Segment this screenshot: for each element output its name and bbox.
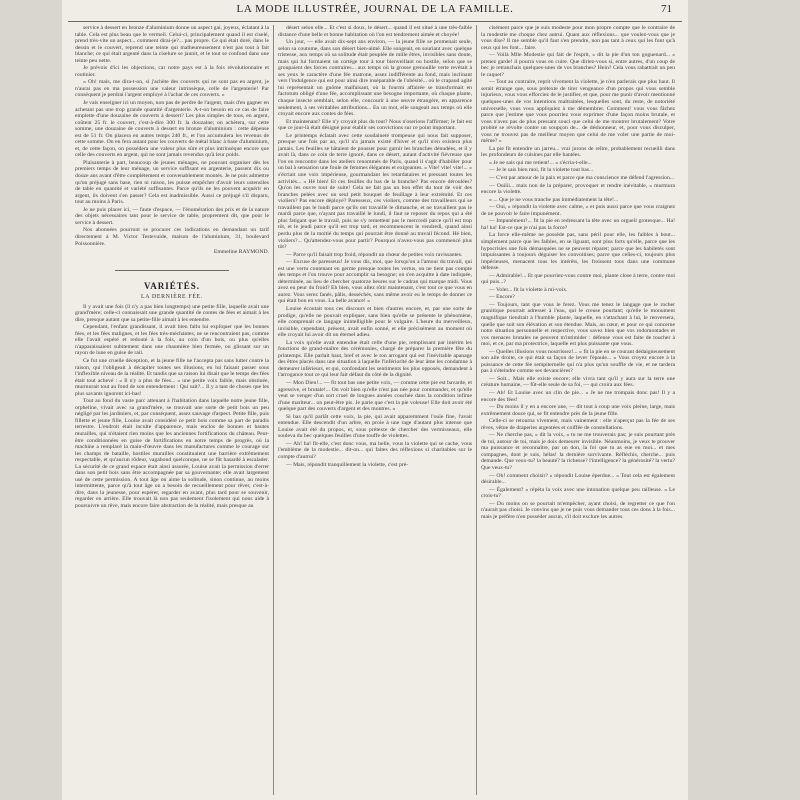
magazine-page	[62, 0, 688, 800]
paragraph: — Ne cherche pas, » dit la voix, « tu ne me trouverais pas; je suis pourtant près de toi, autour de toi, mais je dois demeurer invisible. Néanmoins, je veux te prouver ma puissance et reconnaître, par un don, la foi que tu as eue en moi... et mes compagnes, dont je suis, hélas! la dernière survivante. Réfléchis, cherche... puis demande. Que veux-tu? la beauté? la richesse? l'intelligence? la générosité? la vertu? Que veux-tu?	[481, 432, 675, 471]
page-header	[62, 3, 688, 21]
paragraph: — Du moins on se pourrait m'empêcher, ayant choisi, de regretter ce que l'on n'aurait pas choisi. Je convins que je ne puis vous demander tous ces dons à la fois... mais je préfère n'en posséder aucun, s'il doit exclure les autres.	[481, 500, 675, 520]
paragraph: Ce fut une cruelle déception, et la jeune fille ne l'accepta pas sans lutter contre la raison, qui l'obligeait à décapiter toutes ses illusions, en lui faisant passer sous l'inflexible niveau de la réalité. Et tandis que sa raison lui disait que le temps des fées était tout achevé : « Il n'y a plus de fées... » une petite voix faible, mais obstinée, murmurait tout au fond de son entendement : Qui sait?... Il y a tant de choses que les plus savants ignorent ici-bas!	[75, 357, 269, 397]
paragraph: La pie fit entendre un jarreu... vrai jurons de reître, probablement recueilli dans les profondeurs de cuisines par elle hantées.	[481, 145, 675, 159]
paragraph: Je ne puis placer ici, — faute d'espace, — l'énumération des prix et de la nature des objets nécessaires tant pour le service de table, proprement dit, que pour le service à dessert.	[75, 206, 269, 226]
paragraph: — Oui, » répondit la violette avec calme, « et puis aussi parce que vous craignez de ne pouvoir le faire impunément.	[481, 204, 675, 217]
paragraph: — Encore?	[489, 294, 515, 301]
column-separator	[273, 25, 274, 795]
paragraph: La force elle-même ne possède pas, sans péril pour elle, les faibles à bout... simplement parce que les faibles, en se liguant, sont plus forts qu'elle, parce que les hypocrisies une fois démasquées ne se peuvent réparer; parce que les habiletés sont impuissantes à toujours déguiser les convoitises; parce que celles-ci, toujours plus impérieuses, menacent tous les intérêts, les froissent tous dans une commune défense.	[481, 232, 675, 272]
paragraph: — Toujours, tant que vous le ferez. Vous me tenez le langage que le rocher granitique pourrait adresser à l'eau, qui le creuse pourtant; qu'elle le monument magnifique tiendrait à l'humble plante, laquelle, en s'attachant à lui, le renversera, quelle que soit son élévation et son étendue. Mais, au cœur, et pour ce qui concerne notre situation personnelle et respective, vous savez bien que vos rodomontades et vos menaces brutales ne peuvent m'intimider : défense vous est faite de toucher à moi, et ce, par ma protectrice, laquelle est plus puissante que vous.	[481, 301, 675, 348]
paragraph: Tout au fond du vaste parc attenant à l'habitation dans laquelle notre jeune fille, orpheline, vivait avec sa grand'mère, se trouvait une sorte de petit bois un peu négligé par les jardiniers, et, par conséquent, assez sauvage d'aspect. Petite fille, puis fillette et jeune fille, Louise avait considéré ce petit bois comme sa part de paradis terrestre. L'endroit était inculte d'apparence, mais enclos de bonnes et hautes murailles, qui n'étaient rien moins que les anciennes fortifications du château. Peut-être conditionnées en guise de fortifications en notre temps de progrès, où la machine a remplacé la main-d'œuvre dans les manufactures comme le courage sur les champs de bataille, hostiles murailles constituaient une barrière extrêmement respectable, et qu'aucun rôdeur, vagabond quelconque, ne se fût hasardé à escalader. La sécurité de ce grand espace était ainsi assurée, Louise avait la permission d'errer dans son petit bois sans être accompagnée par sa gouvernante; elle avait largement usé de cette permission. A tout âge on aime la solitude, sinon continue, au moins intermittente, parce qu'à tout âge on a besoin de recueillement pour rêver, c'est-à-dire, dans la jeunesse, pour espérer, regarder en avant, plus tard pour se souvenir, regarder en arrière. Elle trouvait là non pas seulement l'isolement qui nous aide à poursuivre un rêve, mais encore faire abstraction de la réalité, mais presque au	[75, 398, 269, 509]
paragraph: — Excuse de paresseux! Je vous dis, moi, que lorsqu'on a l'amour du travail, qui est une vertu contenant en germe presque toutes les vertus, on ne tient pas compte des temps et l'on trouve pour accomplir sa besogne; on s'en acquitte à date indiquée, déterminée, au lieu de chercher quatorze heures sur le cadran qui marque midi. Vous avez eu peur du froid? Eh bien, vous allez rôtir maintenant, c'est tout ce que vous en aurez. Vous serez fanés, pâlis, desséchés, sans même avoir eu le temps de donner ce qui était bon en vous. La belle avance! »	[278, 259, 472, 305]
paragraph: service à dessert en bronze d'aluminium donne un aspect gai, joyeux, éclatant à la table. Cela est plus beau que le vermeil. Celui-ci, principalement quand il est ciselé, prend très-vite un aspect... comment dirai-je?... pas propre. Ce qui était doré, dans le dessin et le couvert, reprend une teinte qui malheureusement n'est pas tout à fait blanche; ce qui était argenté dans la ciselure se jaunit, et le tout se confond dans une teinte peu nette.	[75, 25, 269, 64]
paragraph: cisément parce que je suis modeste pour mon propre compte que le contraire de la modestie me choque chez autrui. Quant aux réflexions... que voulez-vous que je vous dise? Il me semble qu'il faut s'en prendre, non pas tant à ceux qui les font qu'à ceux qui les font... faire.	[481, 25, 675, 51]
paragraph: Je prévois d'ici les objections, car notre pays est à la fois révolutionnaire et routinier.	[75, 65, 269, 78]
paragraph: — Du moins il y en a encore une, — dit tout à coup une voix pleine, large, mais extrêmement douce qui, se fit entendre près de la jeune fille.	[481, 404, 675, 417]
paragraph: La voix qu'elle avait entendue était celle d'une pie, remplissant par intérim les fonctions de grand-maître des cérémonies, chargé de préparer la première fête du printemps. Elle parlait haut, bref et avec le ton arrogant qui est l'inévitable apanage des êtres placés dans une situation à laquelle l'infériorité de leur âme les condamne à demeurer inférieurs, et qui, confondant les sentiments les plus opposés, demandent à l'arrogance tout ce qui leur fait défaut du côté de la dignité.	[278, 339, 472, 379]
paragraph: — Ah! ha! fit-elle, c'est donc vous, ma belle, vous la violette qui se cache, vous l'emblème de la modestie... dit-on... qui faites des réflexions si charitables sur le compte d'autrui?	[278, 440, 472, 460]
paragraph: — Voilà Mlle Modestie qui fait de l'esprit, » dit la pie d'un ton goguenard... « prenez garde! il pourra vous en cuire. Que diriez-vous si, entre autres, d'un coup de bec je retranchais quelques-unes de vos branches? Hein? Cela vous rabattrait un peu le caquet?	[481, 52, 675, 78]
section-divider	[115, 270, 229, 271]
article-signature: Emmeline RAYMOND.	[213, 249, 269, 256]
page-number: 71	[661, 3, 672, 15]
story-title: LA DERNIÈRE FÉE.	[141, 293, 203, 300]
paragraph: — Tout au contraire, reprit vivement la violette, je n'en parlerais que plus haut. Il serait étrange que, sous prétexte de tirer vengeance d'un propos qui vous semble injurieux, vous vous efforciez de le justifier, et que, pour me punir d'avoir mentionné quelques-unes de vos intentions maltraitées, lesquelles sont, du reste, de notoriété universelle, vous vous appliquiez à me démembrer. Comment! vous vous fâchez parce que j'estime que vous pourriez vous exprimer d'une façon moins brutale, et vous n'avez pas de plus pressant souci que celui de me montrer brutalement? Votre probité se révolte contre un soupçon de... de déshonneur, et, pour vous disculper, vous ne trouvez pas de meilleur moyen que celui de me voler une partie de moi-même? »	[481, 79, 675, 145]
paragraph: Le printemps éclatait avec cette soudaineté trompeuse qui nous fait supposer, presque une fois par an, qu'il n'a jamais existé d'hiver et qu'il n'en existera plus jamais. Les feuilles se hâtaient de pousser pour garnir les branches dénudées, et il y avait là, dans ce coin de terre ignoré, dans ce désert, autant d'activité fiévreuse que l'on en rencontre dans les ateliers renommés de Paris, quand il s'agit d'habiller pour un bal à sensation une foule de femmes élégantes et exigeantes. « Vite! vite! vite!... » s'écriait une voix impérieuse, gourmandant les retardataires et pressant toutes les activités... « Hé bien! Et ces feuilles du bas de la branche? Pas encore déroulées? Qu'on les ouvre tout de suite! Cela ne fait pas un bon effet du tout de voir des branches pelées avec un seul petit bouquet de feuillage à leur extrémité. Et ces violiers? Pas encore déployé? Paresseux, ces violiers, comme des travailleurs qui se travaillent pas le lundi parce qu'ils ont travaillé le dimanche, et ne travaillent pas le mardi parce que, n'ayant pas travaillé le lundi, il faut se reposer du repos qui a été plus fatigant que le travail, puis ne s'y remettent pas le mercredi parce qu'il est trop tôt, et le jeudi parce qu'il est trop tard, et recommencent le vendredi, quand ainsi perdu plus de la moitié du temps qui pourrait être donné au travail fécond. Hé bien, violiers?... Qu'attendez-vous pour partir? Pourquoi n'avez-vous pas commencé plus tôt?	[278, 132, 472, 251]
paragraph: — Également? » répéta la voix avec une intonation quelque peu railleuse. « Le crois-tu?	[481, 486, 675, 500]
paragraph: désert selon elle... Et c'est si doux, le désert... quand il est situé à une très-faible distance d'une belle et bonne habitation où l'on est tendrement aimée et choyée!	[278, 25, 472, 38]
text-column-1	[75, 25, 269, 795]
paragraph: Un jour, — elle avait dix-sept ans environ, — la jeune fille se promenait seule, selon sa coutume, dans son désert bien-aimé. Elle songeait, en souriant avec quelque tristesse, aux temps où sa solitude était peuplée de mille êtres, invisibles sans doute, mais qui lui formaient un cortége tour à tour bienveillant ou hostile, selon que se groupaient des forces contraires... aux temps où la grosse grenouille verte revêtait à ses yeux le caractère d'une fée matrone, assez indifférente au fond, mais inclinant vers l'indulgence qui est pour ainsi dire inséparable de l'obésité... où le crapaud agité lui représentait un gnôme malfaisant, où la fourmi affairée se transformait en factotum obligé d'une fée, accomplissant une besogne importante, où chaque plante, chaque insecte semblait, selon elle, concourir à une œuvre étrangère, en apparence seulement, à ses véritables attributions... En un mot, elle songeait aux temps où elle croyait encore aux contes de fées.	[278, 39, 472, 118]
paragraph: — Mon Dieu!... — fit tout bas une petite voix, — comme cette pie est bavarde, et agressive, et brutale!... On voit bien qu'elle n'est pas née pour commander, et qu'elle veut se venger d'un sort cruel de longues années couchée dans la condition infime d'une mariteur... on peut-être pis. Je parie que c'est la pie voleuse! Elle doit avoir été quelque part des couverts d'argent et des montres. »	[278, 379, 472, 413]
header-rule	[68, 21, 682, 22]
paragraph: — Ah! Et Louise avec un clin de pie... « Je ne me trompais donc pas! Il y a encore des fées!	[481, 389, 675, 403]
paragraph: — Voler... fit la violette à mi-voix.	[489, 286, 568, 293]
section-title: VARIÉTÉS.	[143, 280, 201, 291]
paragraph: « Oh! mais, me dira-t-on, si j'achète des couverts qui ne sont pas en argent, je n'aurai pas en ma possession une valeur intrinsèque, celle de l'argenterie! Par conséquent je perdrai l'argent employé à l'achat de ces couverts. »	[75, 79, 269, 99]
paragraph: Celle-ci se retourna vivement, mais vainement : elle n'aperçut pas la fée de ses rêves, vêtue de draperies argentées et coiffée de constellations.	[481, 418, 675, 431]
paragraph: — Parce qu'il faisait trop froid, répondit un chœur de petites voix ravissantes.	[286, 251, 463, 258]
story-text	[75, 304, 269, 510]
paragraph: Il y avait une fois (il n'y a pas bien longtemps) une petite fille, laquelle avait une grand'mère; celle-ci connaissait une grande quantité de contes de fées et aimait à les dire, presque autant que sa petite-fille aimait à les entendre.	[75, 303, 269, 323]
paragraph: « Je ne sais qui me retient!... » s'écria-t-elle...	[489, 159, 592, 166]
paragraph: — C'est par amour de la paix et parce que ma conscience me défend l'agression...	[489, 175, 675, 182]
paragraph: Si bas qu'il parlât cette voix, la pie, qui avait apparemment l'ouïe fine, l'avait entendue. Elle descendit d'un arbre, en proie à une rage d'autant plus intense que Louise avait été du propos, et, sous prétexte de chercher des vermisseaux, elle souleva du bec quelques feuilles d'une touffe de violettes.	[278, 413, 472, 440]
paragraph: — Oh! comment choisir? » répondit Louise éperdue... « Tout cela est également désirable...	[481, 472, 675, 486]
text-column-3	[481, 25, 675, 795]
paragraph: — Soit... Mais elle existe encore; elle vivra tant qu'il y aura sur la terre une créature humaine, — fût-elle seule de sa foi, — qui croira aux fées.	[481, 375, 675, 389]
paragraph: Je vais enseigner ici un moyen, non pas de perdre de l'argent, mais d'en gagner en achetant pas une trop grande quantité d'argenterie. A-t-on besoin en ce cas de faire emplette d'une douzaine de couverts à dessert? Les plus simples de tous, en argent, coûtent 25 fr. le couvert, c'est-à-dire 300 fr. la douzaine; on achètera, sur cette somme, une douzaine de couverts à dessert en bronze d'aluminium : cette dépense est de 51 fr. On placera en autres temps 240 fr., et l'on accumulera les revenus de cette somme. On en fera autant pour les couverts de métal blanc à base d'aluminium, et, de cette façon, on possédera une valeur plus sûre et plus intrinsèque encore que celle des couverts en argent, qui ne sont jamais revendus qu'à leur poids.	[75, 100, 269, 159]
journal-title: LA MODE ILLUSTRÉE, JOURNAL DE LA FAMILLE.	[236, 3, 514, 15]
paragraph: Plaisanterie à part, beaucoup de jeunes ménages, ne pouvant organiser dès les premiers temps de leur ménage, un service suffisant en argenterie, passent dix ou douze ans avant d'être complétement et convenablement montés. Je ne puis admettre qu'un préjugé sans base, rien ni raison, les puisse empêcher d'avoir leurs ustensiles de table en quantité et variété suffisantes. Parce qu'ils ne les pouvent acquérir en argent, ils doivent s'en passer? Cela est inadmissible. Aussi ce préjugé s'il disparu, tout au moins à Paris.	[75, 159, 269, 206]
paragraph: — Quelles illusions vous nourrissez!... » fit la pie en se courant dédaigneusement son aile droite, ce qui était sa façon de lever l'épaule... « Vous croyez encore à la puissance de cette fée sempiternelle qui n'a plus qu'un souffle de vie, et ne tardera pas à s'éteindre comme ses devancières?	[481, 348, 675, 375]
story-text	[278, 25, 472, 468]
paragraph: « ... Que je ne vous tranche pas immédiatement la tête!...	[489, 196, 619, 203]
paragraph: — Admirable!... Et que pourriez-vous contre moi, plante close à terre, contre moi qui puis...?	[481, 272, 675, 286]
article-continuation	[75, 25, 269, 247]
paragraph: — Je le sais bien moi, fit la violette tout bas...	[489, 167, 594, 174]
story-text	[481, 25, 675, 520]
paragraph: Et maintenant? Elle n'y croyait plus du tout? Nous n'oserions l'affirmer; le fait est que ce jour-là était désigné pour établir ses convictions sur ce point important.	[278, 118, 472, 132]
paragraph: Louise écoutait tous ces discours et bien d'autres encore, et, par une sorte de prodige, qu'elle ne pouvait expliquer, sans bien qu'elle se présente le phénomène, elle comprenait ce langage inintelligible pour le vulgaire. L'heure du merveilleux, invisible, cependant, présent, avait enfin sonné, et elle précisément au moment où elle croyait lui avoir dit un éternel adieu.	[278, 305, 472, 339]
paragraph: — Impunément?... fit la pie en redressant la tête avec un orgueil grotesque... Ha! ha! ha! Est-ce que je n'ai pas la force?	[481, 218, 675, 231]
paragraph: — Ouiiii... mais non de la préparer, provoquer et rendre inévitable, » murmura encore la violette.	[481, 182, 675, 196]
paragraph: Cependant, l'enfant grandissant, il avait bien fallu lui expliquer que les bonnes fées, et les fées malignes, et les fées très-méchantes, ne se rencontraient pas, comme elle l'avait espéré et redouté à la fois, au coin d'un bois, ou plus qu'elles n'apparaissaient subitement dans une chaumière bien fermée, ou glissant sur un rayon de lune en guise de rail.	[75, 324, 269, 357]
text-column-2	[278, 25, 472, 795]
paragraph: Nos abonnées pourront se procurer ces indications en demandant un tarif directement à M. Victor Testevuide, maison de l'aluminium, 31, boulevard Poissonnière.	[75, 227, 269, 247]
paragraph: — Mais, répondit tranquillement la violette, c'est pré-	[286, 461, 409, 468]
column-separator	[476, 25, 477, 795]
